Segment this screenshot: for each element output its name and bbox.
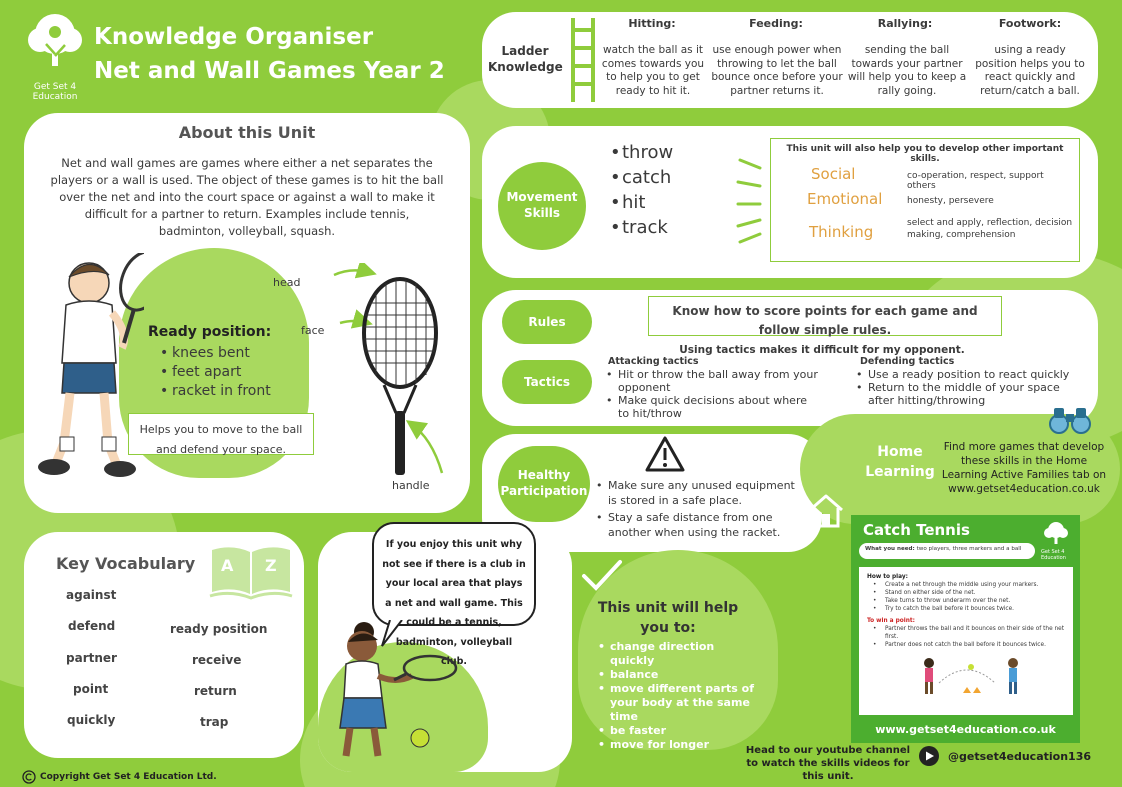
ladder-text-feeding: use enough power when throwing to let the ball bounce once before your partner returns it. — [711, 44, 843, 97]
list-item: • track — [610, 215, 673, 240]
ready-position-title: Ready position: — [148, 324, 272, 340]
list-item: • Make sure any unused equipment is stored in a safe place. — [596, 478, 796, 508]
ladder-knowledge-panel — [482, 12, 1098, 108]
vocab-title: Key Vocabulary — [56, 554, 196, 573]
list-item: • Hit or throw the ball away from your opponent — [606, 368, 820, 394]
youtube-text: Head to our youtube channel to watch the skills videos for this unit. — [745, 745, 911, 782]
vocab-word: quickly — [67, 713, 116, 727]
defending-title: Defending tactics — [860, 356, 955, 367]
copyright-icon — [22, 770, 36, 784]
catch-tennis-card — [851, 515, 1080, 743]
about-text: Net and wall games are games where either a net separates the players or a wall is used. The object of these games is to hit the ball over the net and into the court space or against a wall to make it difficult for a partner to return. Examples include tennis, badminton, volleyball, squash. — [50, 156, 444, 238]
ready-position-list — [160, 344, 271, 401]
footer — [22, 770, 217, 784]
binoculars-icon — [1048, 404, 1092, 436]
warning-icon — [645, 436, 685, 472]
movement-skills-panel — [482, 126, 1098, 278]
attacking-list — [606, 368, 820, 420]
book-letter-a: A — [221, 556, 234, 575]
movement-skills-badge: Movement Skills — [498, 162, 586, 250]
home-learning-title: Home Learning — [865, 444, 935, 480]
list-item: • Take turns to throw underarm over the net. — [873, 597, 1065, 605]
card-body — [859, 567, 1073, 715]
skill-text-social: co-operation, respect, support others — [907, 171, 1044, 191]
ladder-text-rallying: sending the ball towards your partner will help you to keep a rally going. — [847, 44, 967, 97]
movement-list — [610, 140, 673, 240]
home-learning-text: Find more games that develop these skills in the Home Learning Active Families tab on www.getset4education.co.uk — [941, 441, 1107, 495]
youtube-icon[interactable] — [918, 745, 940, 767]
racket-label-head: head — [273, 276, 301, 289]
vocab-word: return — [194, 684, 237, 698]
list-item: • Stand on either side of the net. — [873, 589, 1065, 597]
list-item: • knees bent — [160, 344, 271, 363]
healthy-list — [596, 478, 796, 540]
list-item: • balance — [598, 668, 758, 682]
catch-tennis-illustration — [867, 653, 1063, 697]
home-icon — [806, 492, 846, 530]
logo-text: Get Set 4 Education — [32, 82, 78, 102]
list-item: • Stay a safe distance from one another when using the racket. — [596, 510, 796, 540]
about-title: About this Unit — [178, 123, 316, 142]
ladder-heading-footwork: Footwork: — [998, 17, 1062, 30]
vocab-word: trap — [200, 715, 229, 729]
helps-list — [598, 640, 758, 752]
skill-text-thinking: select and apply, reflection, decision making, comprehension — [907, 218, 1073, 240]
youtube-handle[interactable]: @getset4education136 — [948, 750, 1091, 763]
tactics-intro: Using tactics makes it difficult for my opponent. — [679, 344, 965, 356]
vocab-word: receive — [192, 653, 242, 667]
racket-label-face: face — [301, 324, 325, 337]
skills-box — [770, 138, 1080, 262]
list-item: • throw — [610, 140, 673, 165]
list-item: • catch — [610, 165, 673, 190]
card-need-box — [859, 543, 1035, 559]
card-how-title: How to play: — [867, 574, 908, 580]
list-item: • Partner does not catch the ball before it bounces twice. — [873, 641, 1065, 649]
skill-name-thinking: Thinking — [809, 223, 874, 241]
copyright-text: Copyright Get Set 4 Education Ltd. — [40, 772, 217, 782]
racket-diagram — [292, 263, 472, 503]
skill-name-social: Social — [811, 165, 856, 183]
speech-text: If you enjoy this unit why not see if there is a club in your local area that plays a net and wall game. This could be a tennis, badminton, volleyball club. — [382, 539, 526, 667]
rules-box — [648, 296, 1002, 336]
list-item: • racket in front — [160, 382, 271, 401]
ladder-text-hitting: watch the ball as it comes towards you to help you to get ready to hit it. — [601, 44, 705, 97]
card-win-list — [873, 625, 1065, 649]
page-subtitle: Net and Wall Games Year 2 — [94, 58, 445, 84]
list-item: • move different parts of your body at the same time — [598, 682, 758, 724]
speech-bubble — [372, 522, 536, 667]
card-logo — [1041, 521, 1077, 561]
list-item: • Partner throws the ball and it bounces on their side of the net first. — [873, 625, 1065, 641]
boy-with-racket-illustration — [34, 253, 144, 493]
list-item: • hit — [610, 190, 673, 215]
rules-text: Know how to score points for each game and follow simple rules. — [672, 304, 978, 337]
card-title: Catch Tennis — [863, 521, 970, 539]
card-win-title: To win a point: — [867, 618, 915, 624]
club-panel — [318, 532, 572, 772]
tree-logo-icon — [20, 10, 90, 76]
list-item: • Return to the middle of your space after hitting/throwing — [856, 381, 1078, 407]
logo — [20, 10, 90, 102]
ladder-heading-rallying: Rallying: — [877, 17, 933, 30]
card-need-label: What you need: — [865, 546, 915, 552]
ladder-heading-hitting: Hitting: — [628, 17, 676, 30]
sparkle-lines-icon — [736, 154, 766, 244]
tree-logo-icon — [1041, 521, 1071, 545]
list-item: • move for longer — [598, 738, 758, 752]
girl-with-racket-illustration — [322, 618, 472, 768]
rules-tactics-panel — [482, 290, 1098, 426]
skill-name-emotional: Emotional — [807, 190, 883, 208]
helps-title: This unit will help you to: — [597, 600, 739, 636]
racket-label-handle: handle — [392, 479, 430, 492]
page-title: Knowledge Organiser — [94, 24, 374, 50]
attacking-title: Attacking tactics — [608, 356, 699, 367]
tick-icon — [580, 558, 624, 592]
list-item: • Create a net through the middle using your markers. — [873, 581, 1065, 589]
vocab-word: ready position — [170, 622, 268, 636]
vocab-word: against — [66, 588, 117, 602]
rules-badge: Rules — [502, 300, 592, 344]
healthy-participation-badge: Healthy Participation — [498, 446, 590, 522]
defending-list — [856, 368, 1078, 407]
list-item: • change direction quickly — [598, 640, 758, 668]
vocab-word: defend — [68, 619, 116, 633]
key-vocabulary-panel — [24, 532, 304, 758]
skills-intro: This unit will also help you to develop other important skills. — [786, 144, 1064, 164]
list-item: • Make quick decisions about where to hit/throw — [606, 394, 820, 420]
card-how-list — [873, 581, 1065, 613]
list-item: • be faster — [598, 724, 758, 738]
book-letter-z: Z — [265, 556, 277, 575]
ladder-icon — [568, 18, 598, 102]
card-url[interactable]: www.getset4education.co.uk — [875, 723, 1056, 736]
helps-box — [128, 413, 314, 455]
list-item: • Try to catch the ball before it bounces twice. — [873, 605, 1065, 613]
tactics-badge: Tactics — [502, 360, 592, 404]
vocab-word: partner — [66, 651, 117, 665]
ladder-heading-feeding: Feeding: — [749, 17, 803, 30]
about-unit-panel — [24, 113, 470, 513]
helps-text: Helps you to move to the ball and defend your space. — [139, 423, 303, 456]
card-need-text: two players, three markers and a ball — [916, 546, 1022, 552]
list-item: • feet apart — [160, 363, 271, 382]
card-logo-text: Get Set 4 Education — [1041, 549, 1066, 561]
vocab-word: point — [73, 682, 109, 696]
ladder-title: Ladder Knowledge — [488, 44, 563, 74]
list-item: • Use a ready position to react quickly — [856, 368, 1078, 381]
ladder-text-footwork: using a ready position helps you to react quickly and return/catch a ball. — [975, 44, 1085, 97]
skill-text-emotional: honesty, persevere — [907, 196, 994, 206]
